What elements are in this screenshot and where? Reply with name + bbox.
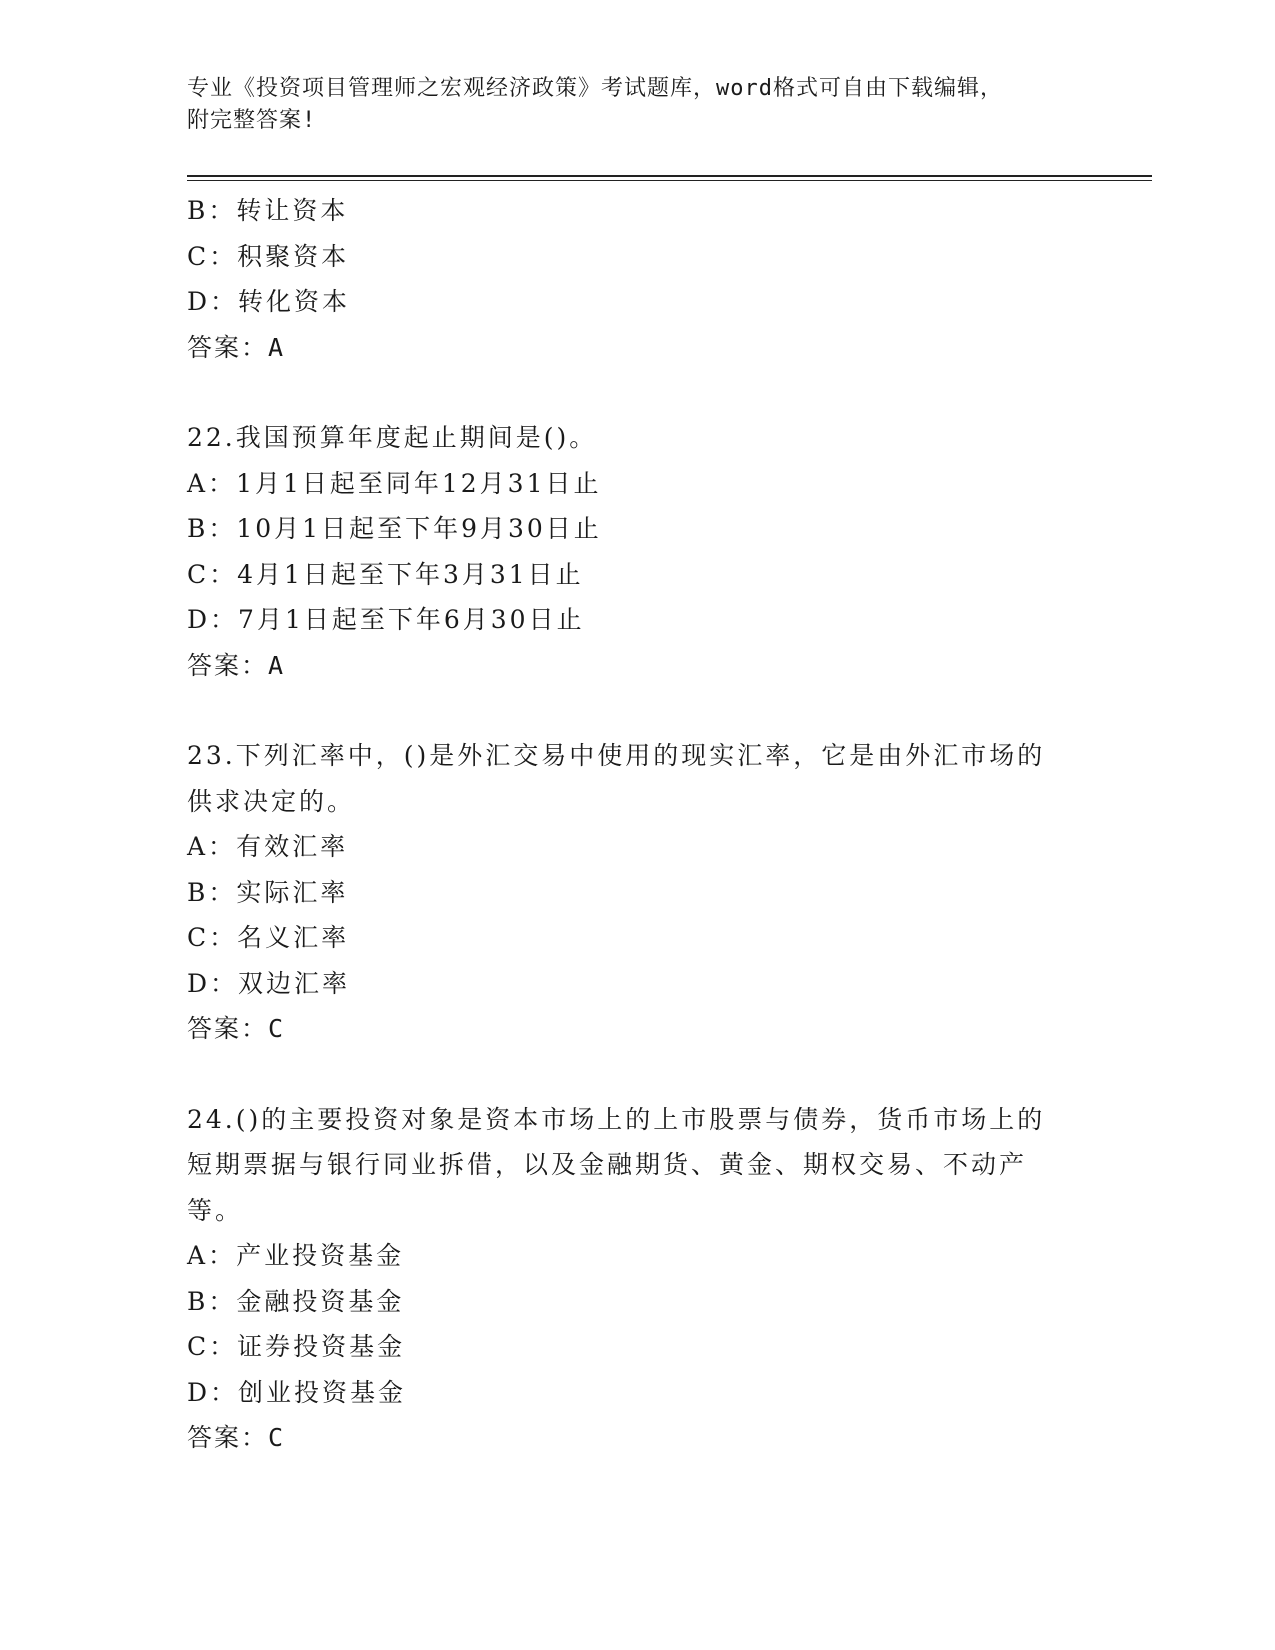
answer-label: 答案： [187,332,269,362]
question-stem: 短期票据与银行同业拆借，以及金融期货、黄金、期权交易、不动产 [187,1150,1028,1179]
option-text: 实际汇率 [236,877,349,907]
option-text: 1月1日起至同年12月31日止 [236,468,602,498]
option-c [187,1324,1087,1370]
option-text: 名义汇率 [237,923,350,952]
option-text: 4月1日起至下年3月31日止 [237,559,584,589]
option-b [187,188,1087,234]
answer-label: 答案： [187,1014,269,1043]
question-stem: 23.下列汇率中，()是外汇交易中使用的现实汇率，它是由外汇市场的 [187,741,1046,770]
option-a [187,1233,1087,1279]
option-label: D： [187,968,239,998]
option-label: C： [187,923,238,952]
option-text: 10月1日起至下年9月30日止 [236,514,602,543]
option-label: D： [187,287,239,316]
answer-value: A [268,332,286,362]
option-b [187,1279,1087,1325]
answer-line [187,1006,1087,1052]
option-label: A： [187,832,237,861]
answer-value: A [268,650,286,680]
option-text: 转让资本 [236,196,349,225]
option-d [187,961,1087,1007]
option-b [187,506,1087,552]
option-c [187,915,1087,961]
header-line-1: 专业《投资项目管理师之宏观经济政策》考试题库，word格式可自由下载编辑， [187,76,1003,101]
spacer [187,688,1087,733]
option-a [187,824,1087,870]
question-24 [187,1097,1087,1461]
header-divider-thin [187,180,1152,181]
header-divider-thick [187,175,1152,177]
option-label: D： [187,1377,239,1407]
option-text: 7月1日起至下年6月30日止 [238,605,585,634]
answer-label: 答案： [187,650,269,680]
question-stem: 供求决定的。 [187,786,356,816]
question-22 [187,415,1087,688]
option-label: C： [187,559,238,589]
option-label: B： [187,877,237,907]
option-d [187,597,1087,643]
option-label: C： [187,241,238,271]
option-text: 创业投资基金 [238,1377,407,1407]
document-header [187,73,1067,137]
answer-label: 答案： [187,1423,269,1452]
spacer [187,1052,1087,1097]
option-d [187,279,1087,325]
header-line-2: 附完整答案! [187,108,317,133]
option-text: 转化资本 [238,287,351,316]
option-b [187,870,1087,916]
option-label: D： [187,605,239,634]
option-c [187,552,1087,598]
option-c [187,234,1087,280]
option-label: B： [187,514,237,543]
question-stem: 22.我国预算年度起止期间是()。 [187,423,598,452]
question-23 [187,733,1087,1052]
option-d [187,1370,1087,1416]
option-text: 产业投资基金 [236,1241,405,1270]
answer-line [187,325,1087,371]
option-label: A： [187,468,237,498]
option-text: 积聚资本 [237,241,350,271]
option-text: 有效汇率 [236,832,349,861]
question-content [187,188,1087,1461]
answer-value: C [268,1014,286,1043]
spacer [187,370,1087,415]
option-label: B： [187,1286,237,1316]
option-label: A： [187,1241,237,1270]
option-label: B： [187,196,237,225]
option-a [187,461,1087,507]
option-text: 证券投资基金 [237,1332,406,1361]
question-stem: 等。 [187,1195,244,1225]
option-text: 双边汇率 [238,968,351,998]
answer-value: C [268,1423,286,1452]
option-text: 金融投资基金 [236,1286,405,1316]
answer-line [187,1415,1087,1461]
option-label: C： [187,1332,238,1361]
answer-line [187,643,1087,689]
question-stem: 24.()的主要投资对象是资本市场上的上市股票与债券，货币市场上的 [187,1104,1046,1134]
question-21-continuation [187,188,1087,370]
